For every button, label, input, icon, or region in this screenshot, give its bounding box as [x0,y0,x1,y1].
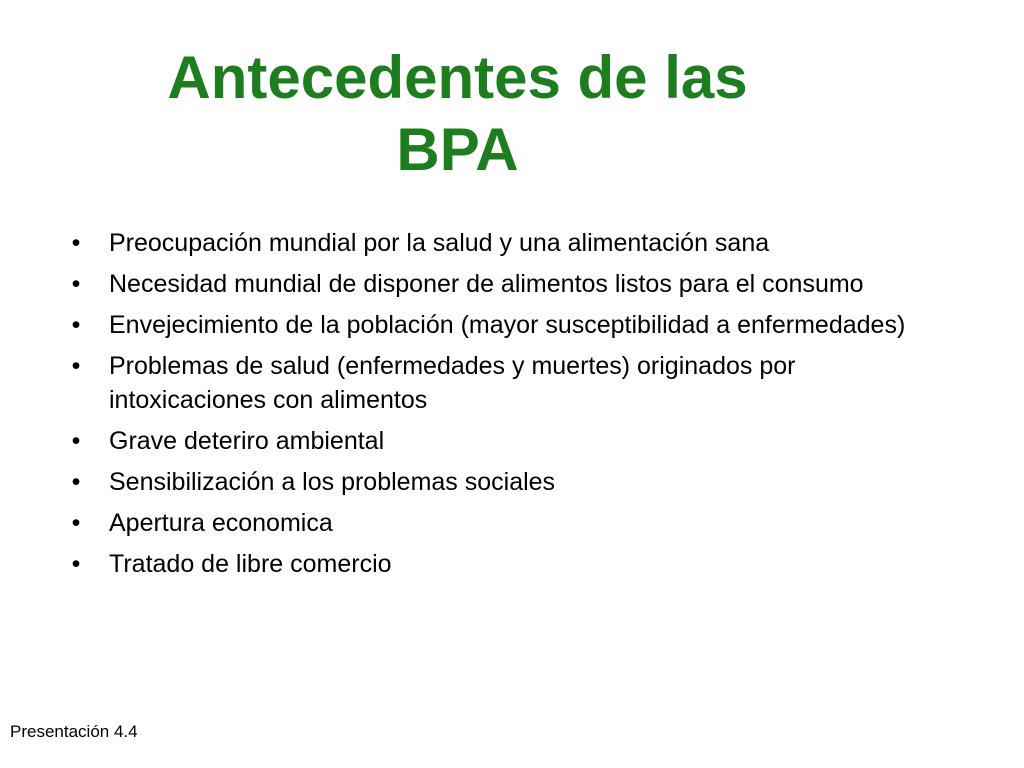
bullet-marker: • [71,229,81,257]
bullet-marker: • [71,270,81,298]
bullet-item [66,308,926,342]
bullet-list [66,226,926,588]
bullet-text: Problemas de salud (enfermedades y muertes) originados por intoxicaciones con alimentos [109,352,796,414]
slide-title [0,42,915,186]
bullet-text: Necesidad mundial de disponer de alimentos listos para el consumo [109,270,864,298]
bullet-item [66,267,926,301]
bullet-text: Grave deteriro ambiental [109,427,385,455]
bullet-item [66,465,926,499]
bullet-item [66,424,926,458]
bullet-text: Tratado de libre comercio [109,550,392,578]
slide-title-line-1: Antecedentes de las [167,44,748,111]
bullet-marker: • [71,550,81,578]
bullet-item [66,226,926,260]
bullet-item [66,547,926,581]
bullet-text: Preocupación mundial por la salud y una alimentación sana [109,229,770,257]
bullet-marker: • [71,509,81,537]
bullet-item [66,349,926,417]
slide-footer-label: Presentación 4.4 [10,722,138,741]
bullet-marker: • [71,427,81,455]
bullet-item [66,506,926,540]
slide-title-line-2: BPA [396,116,519,183]
bullet-marker: • [71,468,81,496]
bullet-text: Sensibilización a los problemas sociales [109,468,556,496]
bullet-text: Apertura economica [109,509,333,537]
bullet-marker: • [71,352,81,380]
bullet-marker: • [71,311,81,339]
bullet-text: Envejecimiento de la población (mayor susceptibilidad a enfermedades) [109,311,906,339]
